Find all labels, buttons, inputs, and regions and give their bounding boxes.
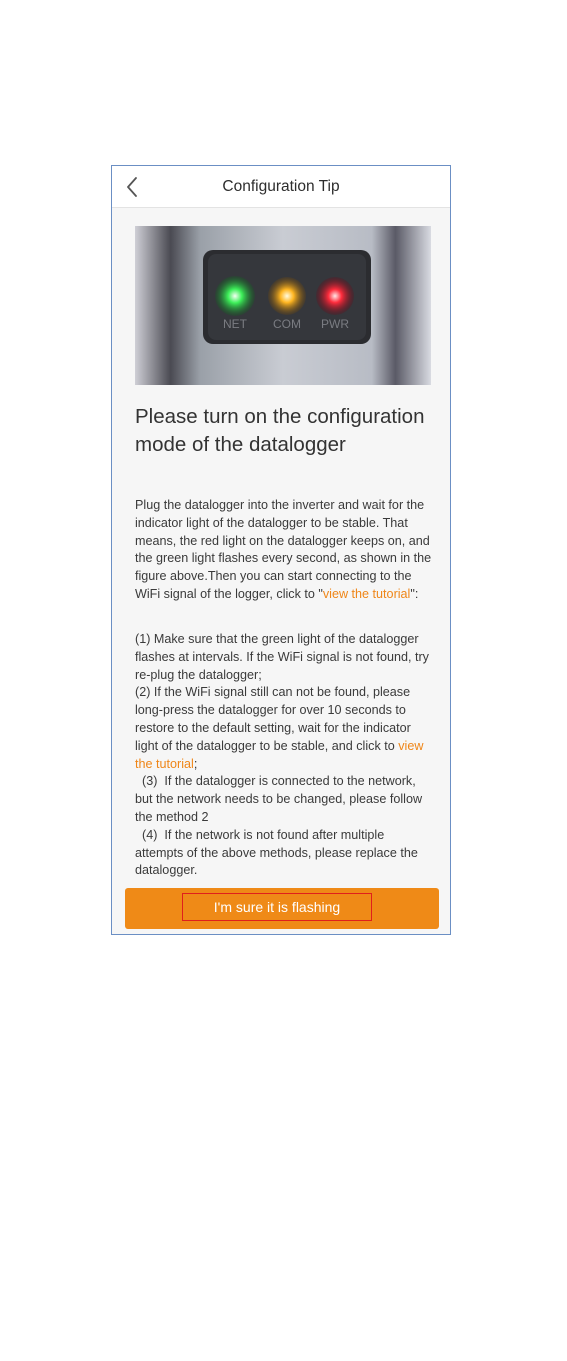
step-3: (3) If the datalogger is connected to the network, but the network needs to be changed, please follow the method 2 [135,774,426,824]
step-1: (1) Make sure that the green light of the datalogger flashes at intervals. If the WiFi signal is not found, try re-plug the datalogger; [135,632,429,682]
datalogger-photo [135,226,431,385]
confirm-flashing-button[interactable] [125,888,439,929]
app-screen [111,165,451,935]
instruction-heading: Please turn on the configuration mode of the datalogger [135,405,425,456]
view-tutorial-link-2[interactable]: view the tutorial [135,738,424,771]
page-title: Configuration Tip [222,178,340,195]
step-2: (2) If the WiFi signal still can not be found, please long-press the datalogger for over 10 seconds to restore to the default setting, wait for the indicator light of the datalogger to be stable, and click to [135,685,411,753]
led-label-com: COM [273,317,301,331]
confirm-flashing-label: I'm sure it is flashing [182,893,372,921]
nav-header [112,166,450,208]
view-tutorial-link[interactable]: view the tutorial [322,586,411,601]
step-4: (4) If the network is not found after multiple attempts of the above methods, please replace the datalogger. [135,827,422,878]
intro-text: Plug the datalogger into the inverter and wait for the indicator light of the datalogger to be stable. That means, the red light on the datalogger keeps on, and the green light flashes every second, as shown in the figure above.Then you can start connecting to the WiFi signal of the logger, click to " [135,498,432,601]
led-label-net: NET [223,317,247,331]
intro-paragraph [135,497,433,604]
led-label-pwr: PWR [321,317,349,331]
intro-text-end: ": [410,586,419,601]
step-2-end: ; [193,756,198,771]
steps-paragraph [135,631,433,880]
